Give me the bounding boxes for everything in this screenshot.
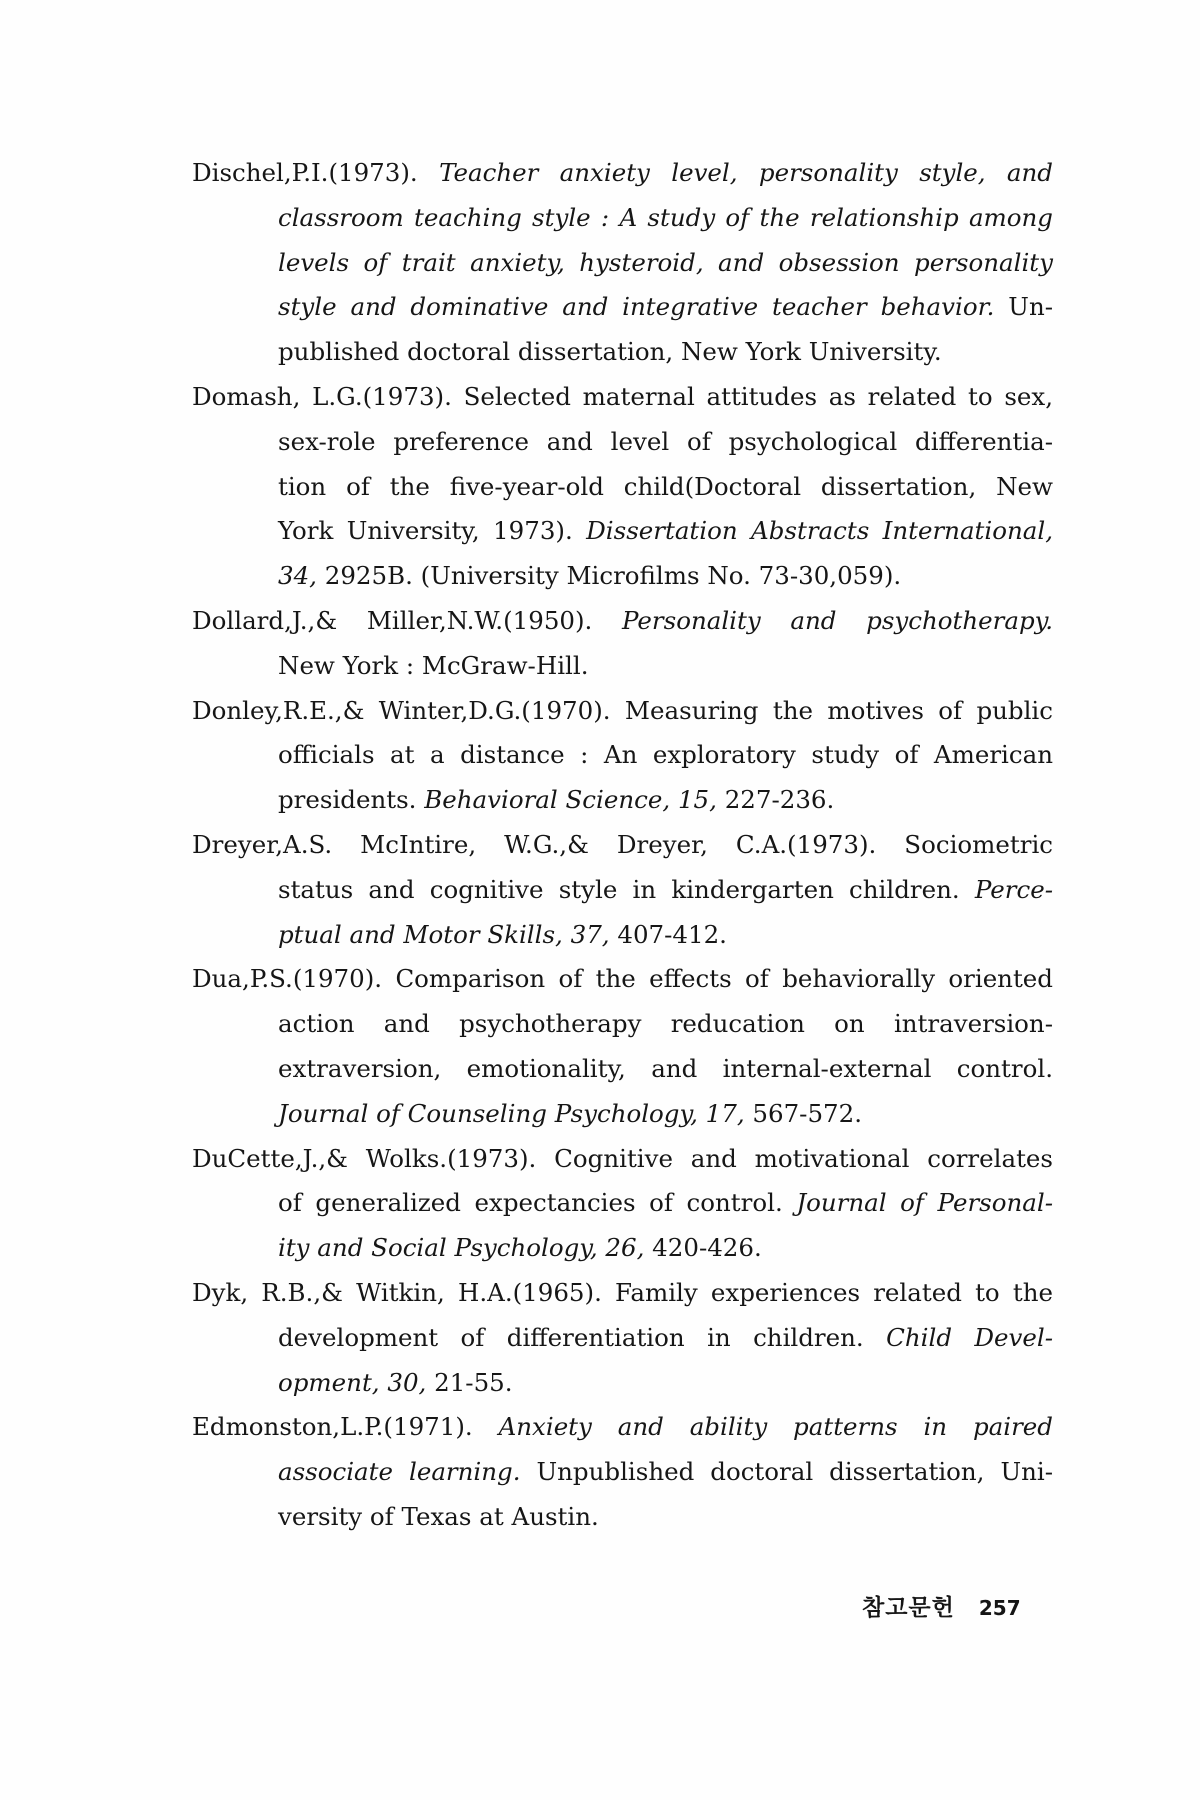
reference-line-text <box>278 1361 1053 1406</box>
reference-continuation-line <box>192 1450 1053 1495</box>
reference-line-text <box>278 330 1053 375</box>
roman-segment: of generalized expectancies of control. <box>278 1188 797 1218</box>
reference-continuation-line <box>192 644 1053 689</box>
roman-segment: 227-236. <box>716 785 835 815</box>
reference-continuation-line <box>192 1361 1053 1406</box>
roman-segment: Donley,R.E.,& Winter,D.G.(1970). Measuring the motives of public <box>192 695 1053 725</box>
reference-line-text <box>278 1047 1053 1092</box>
roman-segment: extraversion, emotionality, and internal-external control. <box>278 1053 1053 1083</box>
reference-continuation-line <box>192 1092 1053 1137</box>
reference-entry <box>192 1271 1053 1405</box>
roman-segment: action and psychotherapy reducation on intraversion- <box>278 1009 1053 1039</box>
reference-line-text <box>192 1271 1053 1316</box>
reference-continuation-line <box>192 733 1053 778</box>
roman-segment: Dreyer,A.S. McIntire, W.G.,& Dreyer, C.A.(1973). Sociometric <box>192 829 1053 859</box>
reference-continuation-line <box>192 241 1053 286</box>
page-number: 257 <box>978 1596 1021 1620</box>
reference-entry <box>192 1405 1053 1539</box>
reference-line-text <box>192 375 1053 420</box>
italic-segment: Perce- <box>974 874 1053 904</box>
reference-continuation-line <box>192 1316 1053 1361</box>
italic-segment: Dissertation Abstracts International, <box>586 516 1053 546</box>
roman-segment: Un- <box>994 292 1053 322</box>
italic-segment: Behavioral Science, 15, <box>424 785 717 815</box>
roman-segment: presidents. <box>278 785 425 815</box>
reference-first-line <box>192 1271 1053 1316</box>
reference-list <box>192 151 1053 1540</box>
roman-segment: development of differentiation in children. <box>278 1322 887 1352</box>
roman-segment: Dua,P.S.(1970). Comparison of the effects of behaviorally oriented <box>192 964 1053 994</box>
reference-line-text <box>278 420 1053 465</box>
reference-line-text <box>278 509 1053 554</box>
running-footer-section-title: 참고문헌 <box>862 1595 955 1621</box>
reference-continuation-line <box>192 1047 1053 1092</box>
reference-continuation-line <box>192 1181 1053 1226</box>
roman-segment: 567-572. <box>744 1098 863 1128</box>
reference-first-line <box>192 1405 1053 1450</box>
reference-first-line <box>192 151 1053 196</box>
reference-line-text <box>192 1405 1053 1450</box>
reference-first-line <box>192 1137 1053 1182</box>
reference-continuation-line <box>192 778 1053 823</box>
reference-entry <box>192 599 1053 689</box>
reference-line-text <box>278 913 1053 958</box>
roman-segment: Edmonston,L.P.(1971). <box>192 1412 499 1442</box>
reference-entry <box>192 151 1053 375</box>
italic-segment: Teacher anxiety level, personality style, and <box>439 158 1053 187</box>
reference-line-text <box>278 733 1053 778</box>
reference-line-text <box>192 957 1053 1002</box>
reference-continuation-line <box>192 420 1053 465</box>
roman-segment: York University, 1973). <box>278 516 587 546</box>
reference-line-text <box>278 285 1053 330</box>
reference-first-line <box>192 957 1053 1002</box>
reference-line-text <box>278 644 1053 689</box>
reference-line-text <box>278 1226 1053 1271</box>
reference-line-text <box>278 1495 1053 1540</box>
italic-segment: opment, 30, <box>278 1367 427 1397</box>
reference-line-text <box>192 689 1053 734</box>
reference-line-text <box>192 599 1053 644</box>
reference-line-text <box>278 1181 1053 1226</box>
italic-segment: associate learning. <box>278 1457 521 1487</box>
reference-first-line <box>192 599 1053 644</box>
italic-segment: 34, <box>278 561 317 591</box>
reference-continuation-line <box>192 554 1053 599</box>
roman-segment: 407-412. <box>609 919 727 949</box>
roman-segment: 21-55. <box>426 1367 513 1397</box>
reference-first-line <box>192 823 1053 868</box>
reference-continuation-line <box>192 465 1053 510</box>
roman-segment: 2925B. (University Microfilms No. 73-30,059). <box>316 561 902 591</box>
reference-line-text <box>192 1137 1053 1182</box>
reference-first-line <box>192 375 1053 420</box>
reference-continuation-line <box>192 330 1053 375</box>
roman-segment: status and cognitive style in kindergarten children. <box>278 874 975 904</box>
reference-continuation-line <box>192 196 1053 241</box>
reference-continuation-line <box>192 1226 1053 1271</box>
reference-line-text <box>192 151 1053 196</box>
roman-segment: Domash, L.G.(1973). Selected maternal attitudes as related to sex, <box>192 381 1053 411</box>
italic-segment: Journal of Personal- <box>796 1188 1053 1218</box>
roman-segment: tion of the five-year-old child(Doctoral dissertation, New <box>278 471 1053 501</box>
roman-segment: sex-role preference and level of psychological differentia- <box>278 426 1053 456</box>
reference-continuation-line <box>192 285 1053 330</box>
reference-continuation-line <box>192 868 1053 913</box>
reference-entry <box>192 1137 1053 1271</box>
reference-line-text <box>278 465 1053 510</box>
italic-segment: ity and Social Psychology, 26, <box>278 1233 645 1263</box>
roman-segment: 420-426. <box>644 1233 762 1263</box>
reference-line-text <box>278 1002 1053 1047</box>
italic-segment: classroom teaching style : A study of the relationship among <box>278 202 1053 232</box>
page-footer <box>862 1592 1021 1624</box>
reference-first-line <box>192 689 1053 734</box>
italic-segment: ptual and Motor Skills, 37, <box>278 919 610 949</box>
reference-continuation-line <box>192 509 1053 554</box>
roman-segment: DuCette,J.,& Wolks.(1973). Cognitive and motivational correlates <box>192 1143 1053 1173</box>
roman-segment: published doctoral dissertation, New York University. <box>278 337 942 367</box>
roman-segment: Dischel,P.I.(1973). <box>192 158 440 187</box>
reference-line-text <box>278 1092 1053 1137</box>
reference-line-text <box>278 1316 1053 1361</box>
reference-continuation-line <box>192 913 1053 958</box>
reference-line-text <box>278 241 1053 286</box>
roman-segment: Dollard,J.,& Miller,N.W.(1950). <box>192 605 623 635</box>
reference-line-text <box>192 823 1053 868</box>
reference-line-text <box>278 868 1053 913</box>
italic-segment: Anxiety and ability patterns in paired <box>498 1412 1053 1442</box>
roman-segment: Dyk, R.B.,& Witkin, H.A.(1965). Family experiences related to the <box>192 1277 1053 1307</box>
roman-segment: Unpublished doctoral dissertation, Uni- <box>520 1457 1053 1487</box>
reference-line-text <box>278 1450 1053 1495</box>
reference-entry <box>192 689 1053 823</box>
roman-segment: New York : McGraw-Hill. <box>278 650 589 680</box>
reference-continuation-line <box>192 1495 1053 1540</box>
reference-continuation-line <box>192 1002 1053 1047</box>
roman-segment: officials at a distance : An exploratory study of American <box>278 740 1053 770</box>
reference-entry <box>192 823 1053 957</box>
italic-segment: Child Devel- <box>886 1322 1053 1352</box>
roman-segment: versity of Texas at Austin. <box>278 1501 599 1531</box>
italic-segment: levels of trait anxiety, hysteroid, and obsession personality <box>278 247 1053 277</box>
reference-line-text <box>278 554 1053 599</box>
reference-entry <box>192 375 1053 599</box>
reference-entry <box>192 957 1053 1136</box>
italic-segment: Personality and psychotherapy. <box>622 605 1054 635</box>
reference-line-text <box>278 778 1053 823</box>
reference-line-text <box>278 196 1053 241</box>
italic-segment: Journal of Counseling Psychology, 17, <box>278 1098 745 1128</box>
italic-segment: style and dominative and integrative teacher behavior. <box>278 292 995 322</box>
